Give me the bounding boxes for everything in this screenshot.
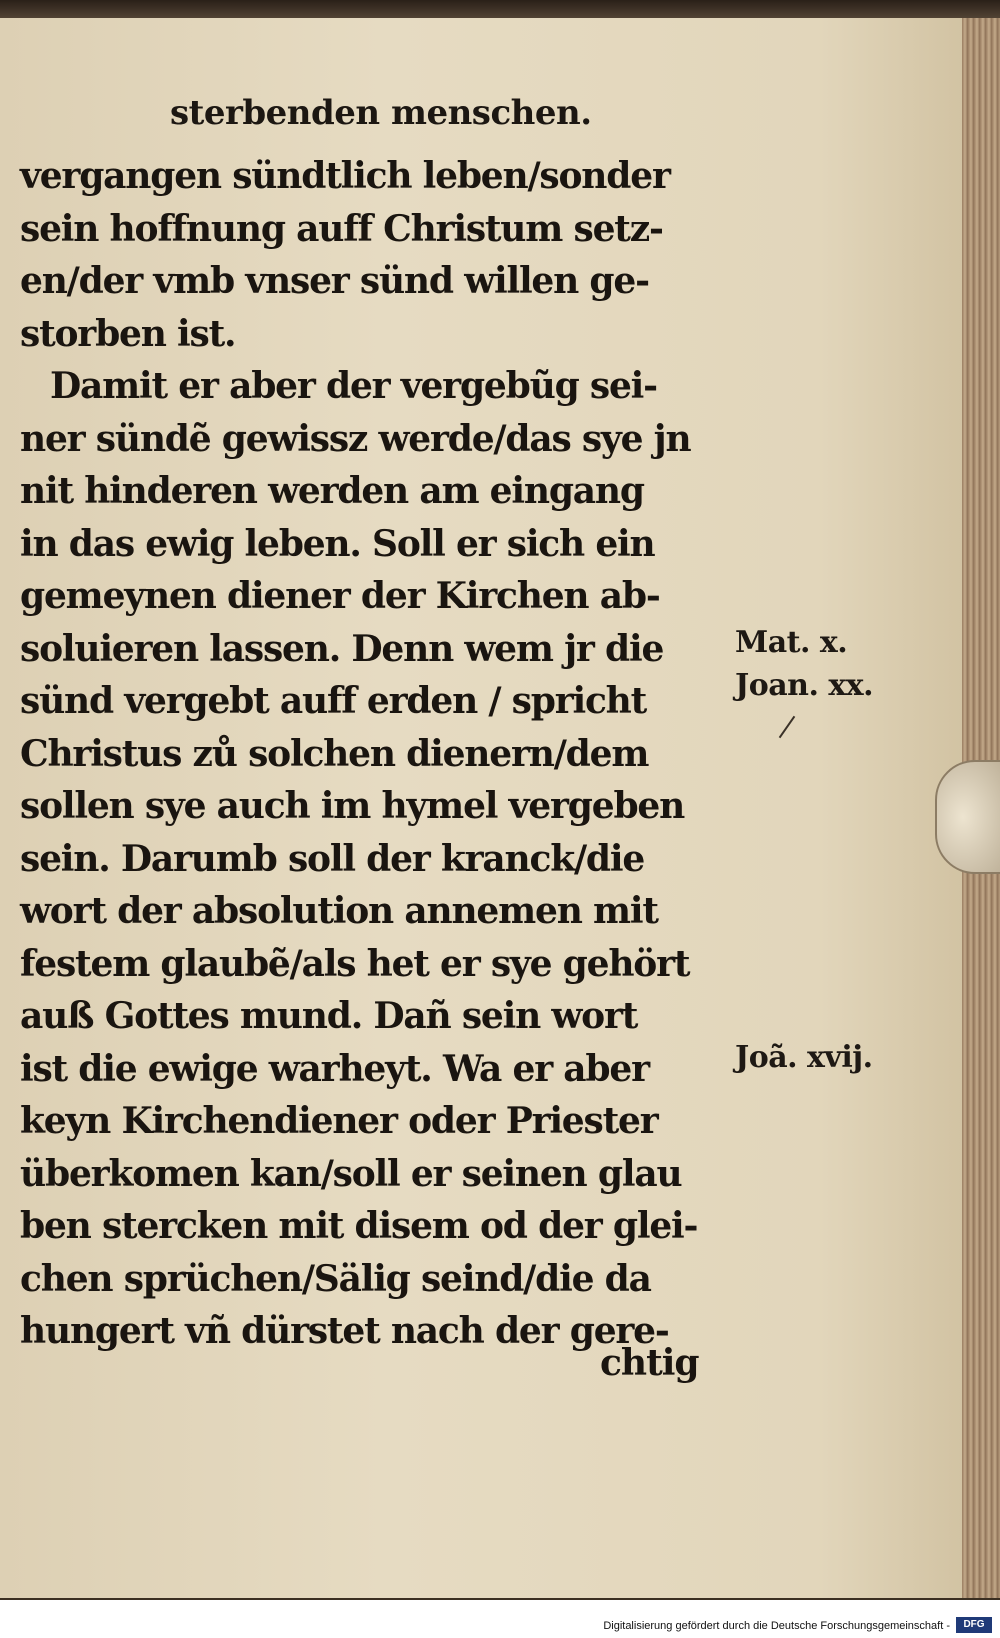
- text-line: ner sündẽ gewissz werde/das sye jn: [20, 417, 691, 460]
- text-line: keyn Kirchendiener oder Priester: [20, 1100, 658, 1142]
- running-head: sterbenden menschen.: [170, 93, 592, 133]
- margin-note-mat: Mat. x.: [735, 625, 848, 660]
- text-line: in das ewig leben. Soll er sich ein: [20, 522, 655, 565]
- catchword: chtig: [600, 1342, 699, 1384]
- text-line: en/der vmb vnser sünd willen ge-: [20, 260, 649, 302]
- margin-note-joa17: Joã. xvij.: [735, 1040, 873, 1075]
- text-line: chen sprüchen/Sälig seind/die da: [20, 1257, 651, 1300]
- text-line: nit hinderen werden am eingang: [20, 470, 644, 512]
- text-line: sollen sye auch im hymel vergeben: [20, 785, 685, 827]
- text-line: auß Gottes mund. Dañ sein wort: [20, 995, 638, 1037]
- text-line: ist die ewige warheyt. Wa er aber: [20, 1047, 649, 1090]
- text-line: ben stercken mit disem od der glei-: [20, 1205, 698, 1247]
- text-line: sein. Darumb soll der kranck/die: [20, 837, 645, 880]
- body-text: [20, 150, 720, 1358]
- text-line: Christus zů solchen dienern/dem: [20, 732, 649, 775]
- text-line: wort der absolution annemen mit: [20, 890, 658, 932]
- text-line: hungert vñ dürstet nach der gere-: [20, 1310, 669, 1352]
- dfg-logo: DFG: [956, 1617, 992, 1633]
- text-line: vergangen sündtlich leben/sonder: [20, 155, 670, 197]
- text-line: festem glaubẽ/als het er sye gehört: [20, 942, 690, 985]
- text-line: Damit er aber der vergebũg sei-: [50, 365, 657, 407]
- text-line: storben ist.: [20, 312, 236, 355]
- text-line: sein hoffnung auff Christum setz-: [20, 207, 663, 250]
- book-clasp: [935, 760, 1000, 874]
- text-line: sünd vergebt auff erden / spricht: [20, 680, 647, 722]
- footer-bar: [0, 1600, 1000, 1638]
- margin-note-joan: Joan. xx.: [735, 668, 874, 703]
- text-line: gemeynen diener der Kirchen ab-: [20, 575, 660, 617]
- text-line: soluieren lassen. Denn wem jr die: [20, 627, 664, 670]
- footer-credit: Digitalisierung gefördert durch die Deutsche Forschungsgemeinschaft -: [603, 1620, 950, 1632]
- text-line: überkomen kan/soll er seinen glau: [20, 1152, 682, 1195]
